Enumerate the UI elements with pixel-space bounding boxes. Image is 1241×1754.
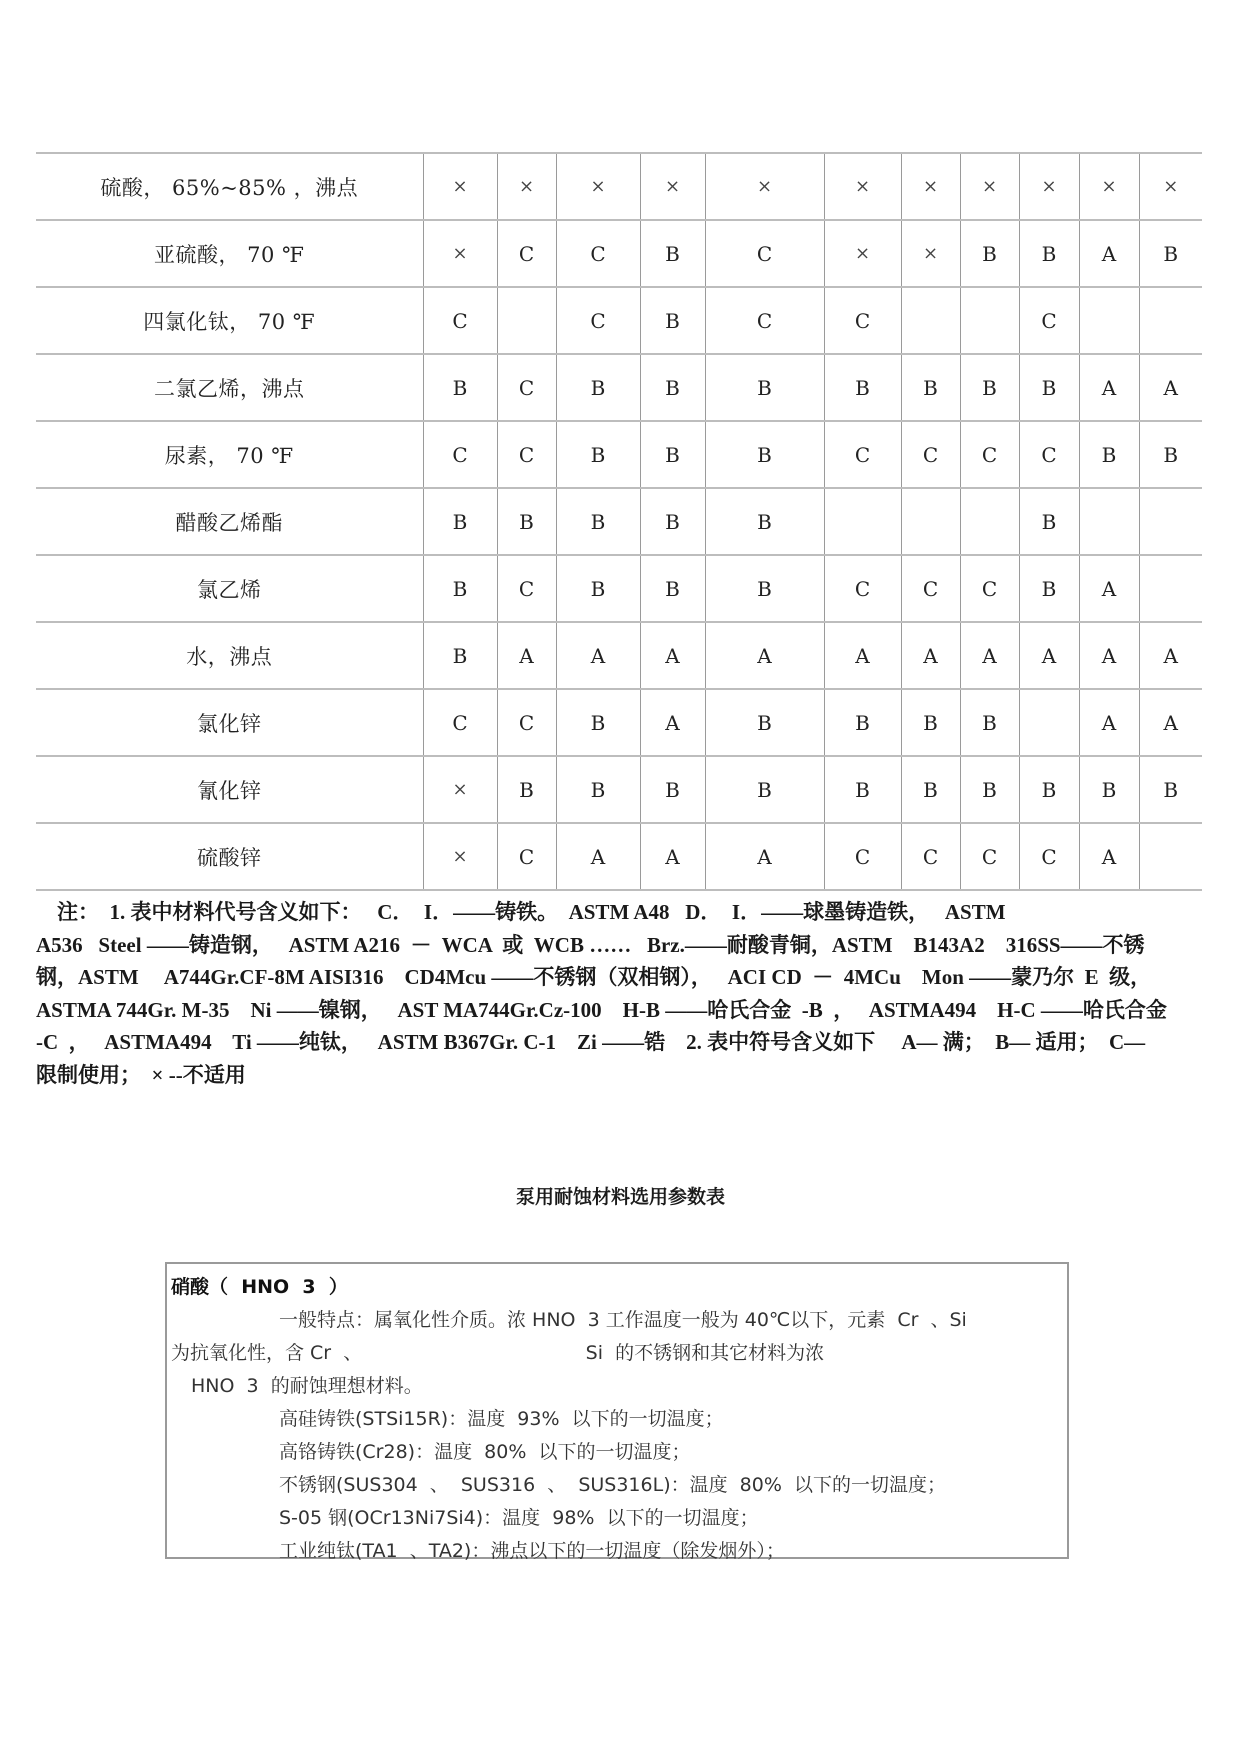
rating-cell: B xyxy=(423,488,497,555)
rating-cell: A xyxy=(901,622,960,689)
rating-cell: C xyxy=(497,220,556,287)
table-notes xyxy=(36,896,1206,1091)
rating-cell: × xyxy=(824,153,901,220)
rating-cell: A xyxy=(1079,220,1139,287)
rating-cell: B xyxy=(705,555,824,622)
rating-cell: B xyxy=(824,354,901,421)
rating-cell: B xyxy=(1019,488,1079,555)
rating-cell xyxy=(901,287,960,354)
rating-cell xyxy=(1079,488,1139,555)
rating-cell: A xyxy=(705,823,824,890)
rating-cell: C xyxy=(1019,823,1079,890)
rating-cell: B xyxy=(705,756,824,823)
table-row xyxy=(36,689,1202,756)
rating-cell: C xyxy=(423,287,497,354)
rating-cell: × xyxy=(1079,153,1139,220)
rating-cell: × xyxy=(705,153,824,220)
rating-cell: B xyxy=(556,488,640,555)
rating-cell: × xyxy=(1019,153,1079,220)
rating-cell: B xyxy=(1019,354,1079,421)
medium-cell: 氯化锌 xyxy=(36,689,423,756)
rating-cell: B xyxy=(705,421,824,488)
medium-cell: 硫酸， 65%~85% ，沸点 xyxy=(36,153,423,220)
rating-cell: B xyxy=(960,689,1019,756)
rating-cell xyxy=(1079,287,1139,354)
rating-cell xyxy=(1139,555,1202,622)
box-line: 工业纯钛(TA1 、TA2)：沸点以下的一切温度（除发烟外）； xyxy=(279,1540,785,1562)
rating-cell: × xyxy=(1139,153,1202,220)
rating-cell: × xyxy=(824,220,901,287)
box-line: 高铬铸铁(Cr28)：温度 80% 以下的一切温度； xyxy=(279,1441,691,1463)
rating-cell: B xyxy=(705,689,824,756)
rating-cell: B xyxy=(1139,421,1202,488)
rating-cell: C xyxy=(423,689,497,756)
rating-cell: B xyxy=(640,220,705,287)
box-title: 硝酸（ HNO 3 ） xyxy=(171,1276,348,1298)
rating-cell: B xyxy=(640,354,705,421)
rating-cell: B xyxy=(556,756,640,823)
rating-cell: A xyxy=(640,823,705,890)
rating-cell: C xyxy=(497,823,556,890)
rating-cell xyxy=(497,287,556,354)
rating-cell: B xyxy=(640,287,705,354)
rating-cell: B xyxy=(423,622,497,689)
box-line: 为抗氧化性，含 Cr 、 Si 的不锈钢和其它材料为浓 xyxy=(171,1342,825,1364)
rating-cell: × xyxy=(556,153,640,220)
box-line: 高硅铸铁(STSi15R)：温度 93% 以下的一切温度； xyxy=(279,1408,724,1430)
corrosion-resistance-table xyxy=(36,152,1202,891)
rating-cell: C xyxy=(705,220,824,287)
table-row xyxy=(36,555,1202,622)
rating-cell xyxy=(1139,287,1202,354)
rating-cell: C xyxy=(901,555,960,622)
rating-cell: B xyxy=(1019,555,1079,622)
rating-cell: A xyxy=(1079,689,1139,756)
rating-cell: C xyxy=(705,287,824,354)
rating-cell xyxy=(960,287,1019,354)
rating-cell: × xyxy=(423,823,497,890)
note-line: ASTMA 744Gr. M-35 Ni ——镍钢， AST MA744Gr.Cz-100 H-B ——哈氏合金 -B ， ASTMA494 H-C ——哈氏合金 xyxy=(36,997,1167,1022)
rating-cell: B xyxy=(556,555,640,622)
rating-cell: A xyxy=(556,622,640,689)
rating-cell: A xyxy=(960,622,1019,689)
rating-cell: A xyxy=(1139,354,1202,421)
medium-cell: 氯乙烯 xyxy=(36,555,423,622)
rating-cell: A xyxy=(1139,689,1202,756)
rating-cell: B xyxy=(960,220,1019,287)
rating-cell: × xyxy=(423,756,497,823)
rating-cell: A xyxy=(1019,622,1079,689)
rating-cell: B xyxy=(824,689,901,756)
rating-cell: × xyxy=(423,153,497,220)
rating-cell: A xyxy=(1079,354,1139,421)
rating-cell: C xyxy=(556,220,640,287)
rating-cell: C xyxy=(960,823,1019,890)
rating-cell: B xyxy=(1019,756,1079,823)
rating-cell: C xyxy=(497,421,556,488)
rating-cell: A xyxy=(824,622,901,689)
note-line: -C ， ASTMA494 Ti ——纯钛， ASTM B367Gr. C-1 Zi ——锆 2. 表中符号含义如下 A— 满； B— 适用； C— xyxy=(36,1030,1146,1054)
table-row xyxy=(36,354,1202,421)
rating-cell: B xyxy=(1079,421,1139,488)
rating-cell: A xyxy=(1139,622,1202,689)
rating-cell: B xyxy=(556,689,640,756)
rating-cell: C xyxy=(497,555,556,622)
rating-cell: A xyxy=(705,622,824,689)
rating-cell: C xyxy=(824,555,901,622)
rating-cell: × xyxy=(640,153,705,220)
medium-cell: 硫酸锌 xyxy=(36,823,423,890)
rating-cell: B xyxy=(497,756,556,823)
rating-cell: C xyxy=(497,689,556,756)
rating-cell: B xyxy=(640,488,705,555)
rating-cell: B xyxy=(556,421,640,488)
rating-cell: × xyxy=(901,153,960,220)
rating-cell: × xyxy=(497,153,556,220)
rating-cell: C xyxy=(824,421,901,488)
table-row xyxy=(36,153,1202,220)
rating-cell: C xyxy=(960,421,1019,488)
rating-cell: B xyxy=(960,354,1019,421)
box-line: S-05 钢(OCr13Ni7Si4)：温度 98% 以下的一切温度； xyxy=(279,1507,759,1529)
nitric-acid-box xyxy=(165,1262,1069,1562)
rating-cell: × xyxy=(960,153,1019,220)
rating-cell: B xyxy=(1139,220,1202,287)
rating-cell: A xyxy=(1079,622,1139,689)
note-line: 钢，ASTM A744Gr.CF-8M AISI316 CD4Mcu ——不锈钢（双相钢）， ACI CD － 4MCu Mon ——蒙乃尔 E 级， xyxy=(36,965,1152,989)
rating-cell: C xyxy=(423,421,497,488)
rating-cell xyxy=(960,488,1019,555)
rating-cell xyxy=(1139,823,1202,890)
rating-cell: C xyxy=(824,823,901,890)
rating-cell: A xyxy=(556,823,640,890)
rating-cell: C xyxy=(497,354,556,421)
rating-cell: B xyxy=(423,354,497,421)
note-line: 注： 1. 表中材料代号含义如下： C． I．——铸铁。 ASTM A48 D． I．——球墨铸造铁， ASTM xyxy=(36,900,1006,924)
rating-cell: B xyxy=(423,555,497,622)
note-line: 限制使用； × --不适用 xyxy=(36,1062,246,1087)
table-row xyxy=(36,421,1202,488)
rating-cell: × xyxy=(901,220,960,287)
rating-cell: A xyxy=(1079,555,1139,622)
rating-cell: C xyxy=(960,555,1019,622)
medium-cell: 氰化锌 xyxy=(36,756,423,823)
rating-cell: B xyxy=(640,555,705,622)
note-line: A536 Steel ——铸造钢， ASTM A216 － WCA 或 WCB …… Brz.——耐酸青铜，ASTM B143A2 316SS——不锈 xyxy=(36,932,1145,957)
rating-cell: B xyxy=(1019,220,1079,287)
box-line: 不锈钢(SUS304 、 SUS316 、 SUS316L)：温度 80% 以下的一切温度； xyxy=(279,1474,946,1496)
rating-cell: B xyxy=(640,421,705,488)
rating-cell: C xyxy=(824,287,901,354)
medium-cell: 亚硫酸， 70 ℉ xyxy=(36,220,423,287)
rating-cell: B xyxy=(640,756,705,823)
rating-cell: C xyxy=(901,823,960,890)
section-title: 泵用耐蚀材料选用参数表 xyxy=(515,1186,725,1208)
rating-cell: B xyxy=(705,488,824,555)
table-body xyxy=(36,153,1202,890)
rating-cell: × xyxy=(423,220,497,287)
table-row xyxy=(36,488,1202,555)
table-row xyxy=(36,622,1202,689)
rating-cell: A xyxy=(497,622,556,689)
rating-cell: C xyxy=(1019,287,1079,354)
rating-cell: B xyxy=(1079,756,1139,823)
rating-cell: C xyxy=(556,287,640,354)
rating-cell: B xyxy=(705,354,824,421)
rating-cell xyxy=(1139,488,1202,555)
rating-cell: A xyxy=(640,622,705,689)
rating-cell: B xyxy=(556,354,640,421)
rating-cell: B xyxy=(960,756,1019,823)
rating-cell xyxy=(901,488,960,555)
rating-cell: B xyxy=(901,689,960,756)
medium-cell: 醋酸乙烯酯 xyxy=(36,488,423,555)
rating-cell xyxy=(1019,689,1079,756)
medium-cell: 尿素， 70 ℉ xyxy=(36,421,423,488)
medium-cell: 二氯乙烯，沸点 xyxy=(36,354,423,421)
box-line: HNO 3 的耐蚀理想材料。 xyxy=(191,1375,423,1397)
table-row xyxy=(36,220,1202,287)
rating-cell: A xyxy=(1079,823,1139,890)
table-row xyxy=(36,823,1202,890)
rating-cell: C xyxy=(1019,421,1079,488)
rating-cell: B xyxy=(901,354,960,421)
rating-cell: B xyxy=(824,756,901,823)
table-row xyxy=(36,756,1202,823)
rating-cell xyxy=(824,488,901,555)
box-line: 一般特点：属氧化性介质。浓 HNO 3 工作温度一般为 40℃以下，元素 Cr 、Si xyxy=(279,1309,967,1331)
rating-cell: B xyxy=(1139,756,1202,823)
rating-cell: A xyxy=(640,689,705,756)
medium-cell: 水，沸点 xyxy=(36,622,423,689)
rating-cell: B xyxy=(901,756,960,823)
medium-cell: 四氯化钛， 70 ℉ xyxy=(36,287,423,354)
rating-cell: C xyxy=(901,421,960,488)
table-row xyxy=(36,287,1202,354)
rating-cell: B xyxy=(497,488,556,555)
